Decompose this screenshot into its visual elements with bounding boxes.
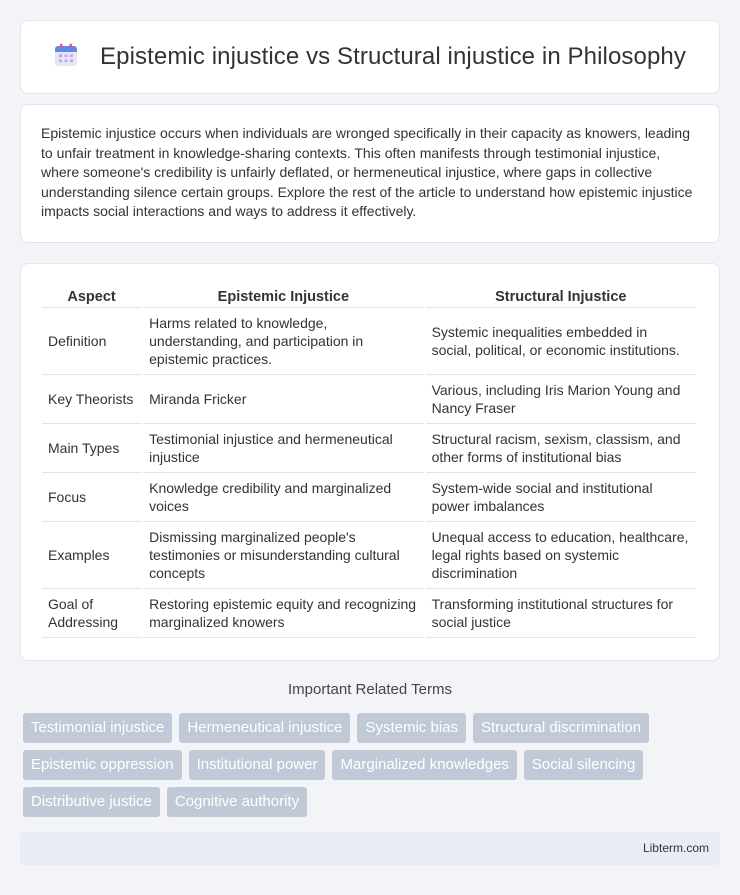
table-row [42,424,696,473]
header-structural: Structural Injustice [426,282,696,308]
term-tag[interactable]: Testimonial injustice [23,713,172,743]
related-terms-list [23,713,723,824]
row-epistemic: Restoring epistemic equity and recognizing marginalized knowers [143,589,423,638]
row-epistemic: Testimonial injustice and hermeneutical injustice [143,424,423,473]
row-aspect: Goal of Addressing [42,589,141,638]
row-structural: Structural racism, sexism, classism, and other forms of institutional bias [426,424,696,473]
term-tag[interactable]: Cognitive authority [167,787,307,817]
term-tag[interactable]: Hermeneutical injustice [179,713,350,743]
table-row [42,308,696,375]
term-tag[interactable]: Marginalized knowledges [332,750,516,780]
row-structural: Systemic inequalities embedded in social, political, or economic institutions. [426,308,696,375]
term-tag[interactable]: Institutional power [189,750,326,780]
row-epistemic: Miranda Fricker [143,375,423,424]
term-tag[interactable]: Epistemic oppression [23,750,182,780]
row-aspect: Definition [42,308,141,375]
row-epistemic: Dismissing marginalized people's testimonies or misunderstanding cultural concepts [143,522,423,589]
table-row [42,522,696,589]
intro-card [20,104,720,243]
related-terms-title: Important Related Terms [288,681,452,698]
row-structural: System-wide social and institutional power imbalances [426,473,696,522]
header-epistemic: Epistemic Injustice [143,282,423,308]
row-structural: Various, including Iris Marion Young and Nancy Fraser [426,375,696,424]
page-title: Epistemic injustice vs Structural injustice in Philosophy [100,43,686,70]
row-epistemic: Harms related to knowledge, understanding, and participation in epistemic practices. [143,308,423,375]
table-header-row [42,282,696,308]
term-tag[interactable]: Structural discrimination [473,713,649,743]
intro-text: Epistemic injustice occurs when individuals are wronged specifically in their capacity as knowers, leading to unfair treatment in knowledge-sharing contexts. This often manifests through testimonial injustice, where someone's credibility is unfairly deflated, or hermeneutical injustice, where gaps in collective understanding silence certain groups. Explore the rest of the article to understand how epistemic injustice impacts social interactions and ways to address it effectively. [41,125,693,219]
term-tag[interactable]: Social silencing [524,750,643,780]
footer [20,832,720,865]
term-tag[interactable]: Distributive justice [23,787,160,817]
row-aspect: Key Theorists [42,375,141,424]
row-aspect: Main Types [42,424,141,473]
term-tag[interactable]: Systemic bias [357,713,466,743]
calendar-icon [54,43,78,72]
row-structural: Transforming institutional structures for social justice [426,589,696,638]
row-epistemic: Knowledge credibility and marginalized voices [143,473,423,522]
table-row [42,375,696,424]
title-card [20,20,720,94]
row-aspect: Focus [42,473,141,522]
footer-site-link[interactable]: Libterm.com [642,841,709,855]
comparison-card [20,263,720,661]
header-aspect: Aspect [42,282,141,308]
row-structural: Unequal access to education, healthcare, legal rights based on systemic discrimination [426,522,696,589]
comparison-table [40,282,698,638]
table-row [42,589,696,638]
row-aspect: Examples [42,522,141,589]
table-row [42,473,696,522]
